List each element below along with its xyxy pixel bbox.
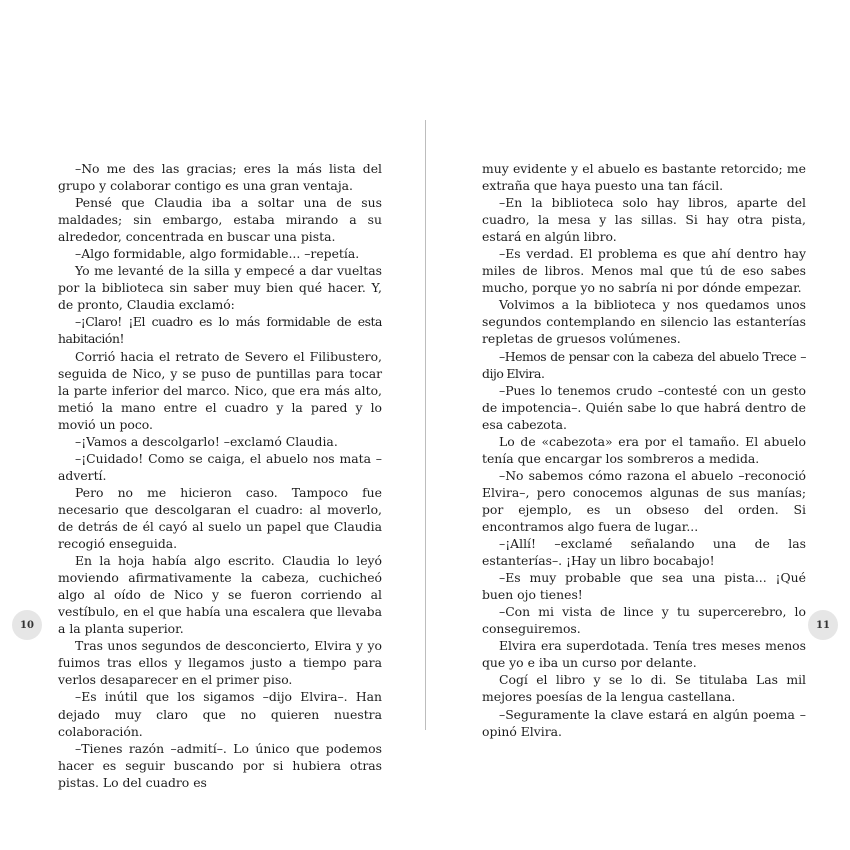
- paragraph: –Es verdad. El problema es que ahí dentro hay miles de libros. Menos mal que tú de eso sabes mucho, porque yo no sabría ni por dónde empezar.: [482, 246, 806, 296]
- paragraph: Lo de «cabezota» era por el tamaño. El abuelo tenía que encargar los sombreros a medida.: [482, 433, 806, 466]
- paragraph: Cogí el libro y se lo di. Se titulaba Las mil mejores poesías de la lengua castellana.: [482, 672, 806, 705]
- paragraph: –Es inútil que los sigamos –dijo Elvira–. Han dejado muy claro que no quieren nuestra colaboración.: [58, 689, 382, 739]
- paragraph: –¡Cuidado! Como se caiga, el abuelo nos mata –advertí.: [58, 450, 382, 483]
- page-gutter: [425, 120, 426, 730]
- paragraph: Volvimos a la biblioteca y nos quedamos unos segundos contemplando en silencio las estanterías repletas de gruesos volúmenes.: [482, 297, 806, 347]
- paragraph: –Es muy probable que sea una pista... ¡Qué buen ojo tienes!: [482, 570, 806, 603]
- paragraph: muy evidente y el abuelo es bastante retorcido; me extraña que haya puesto una tan fácil.: [482, 161, 806, 194]
- paragraph: –Hemos de pensar con la cabeza del abuelo Trece –dijo Elvira.: [482, 348, 806, 381]
- paragraph: Pensé que Claudia iba a soltar una de sus maldades; sin embargo, estaba mirando a su alrededor, concentrada en buscar una pista.: [58, 195, 382, 245]
- paragraph: –¡Allí! –exclamé señalando una de las estanterías–. ¡Hay un libro bocabajo!: [482, 536, 806, 569]
- paragraph: –¡Claro! ¡El cuadro es lo más formidable de esta habitación!: [58, 314, 382, 347]
- paragraph: –Pues lo tenemos crudo –contesté con un gesto de impotencia–. Quién sabe lo que habrá dentro de esa cabezota.: [482, 382, 806, 432]
- paragraph: Pero no me hicieron caso. Tampoco fue necesario que descolgaran el cuadro: al moverlo, de detrás de él cayó al suelo un papel que Claudia recogió enseguida.: [58, 484, 382, 552]
- page-number-left: 10: [12, 610, 42, 640]
- page-number-right: 11: [808, 610, 838, 640]
- paragraph: En la hoja había algo escrito. Claudia lo leyó moviendo afirmativamente la cabeza, cuchicheó algo al oído de Nico y se fueron corriendo al vestíbulo, en el que había una escalera que llevaba a la planta superior.: [58, 553, 382, 637]
- paragraph: –Algo formidable, algo formidable... –repetía.: [75, 246, 360, 262]
- paragraph: –Seguramente la clave estará en algún poema –opinó Elvira.: [482, 706, 806, 739]
- paragraph: –Tienes razón –admití–. Lo único que podemos hacer es seguir buscando por si hubiera otras pistas. Lo del cuadro es: [58, 740, 382, 790]
- paragraph: –¡Vamos a descolgarlo! –exclamó Claudia.: [75, 433, 338, 449]
- paragraph: Tras unos segundos de desconcierto, Elvira y yo fuimos tras ellos y llegamos justo a tiempo para verlos desaparecer en el primer piso.: [58, 638, 382, 688]
- paragraph: –No sabemos cómo razona el abuelo –reconoció Elvira–, pero conocemos algunas de sus manías; por ejemplo, es un obseso del orden. Si encontramos algo fuera de lugar...: [482, 467, 806, 534]
- right-page-text: [482, 160, 806, 740]
- paragraph: –No me des las gracias; eres la más lista del grupo y colaborar contigo es una gran ventaja.: [58, 161, 382, 194]
- paragraph: Elvira era superdotada. Tenía tres meses menos que yo e iba un curso por delante.: [482, 638, 806, 671]
- paragraph: Yo me levanté de la silla y empecé a dar vueltas por la biblioteca sin saber muy bien qué hacer. Y, de pronto, Claudia exclamó:: [58, 263, 382, 313]
- paragraph: –Con mi vista de lince y tu supercerebro, lo conseguiremos.: [482, 604, 806, 637]
- left-page-text: [58, 160, 382, 791]
- paragraph: Corrió hacia el retrato de Severo el Filibustero, seguida de Nico, y se puso de puntillas para tocar la parte inferior del marco. Nico, que era más alto, metió la mano entre el cuadro y la pared y lo movió un poco.: [58, 348, 382, 432]
- paragraph: –En la biblioteca solo hay libros, aparte del cuadro, la mesa y las sillas. Si hay otra pista, estará en algún libro.: [482, 195, 806, 245]
